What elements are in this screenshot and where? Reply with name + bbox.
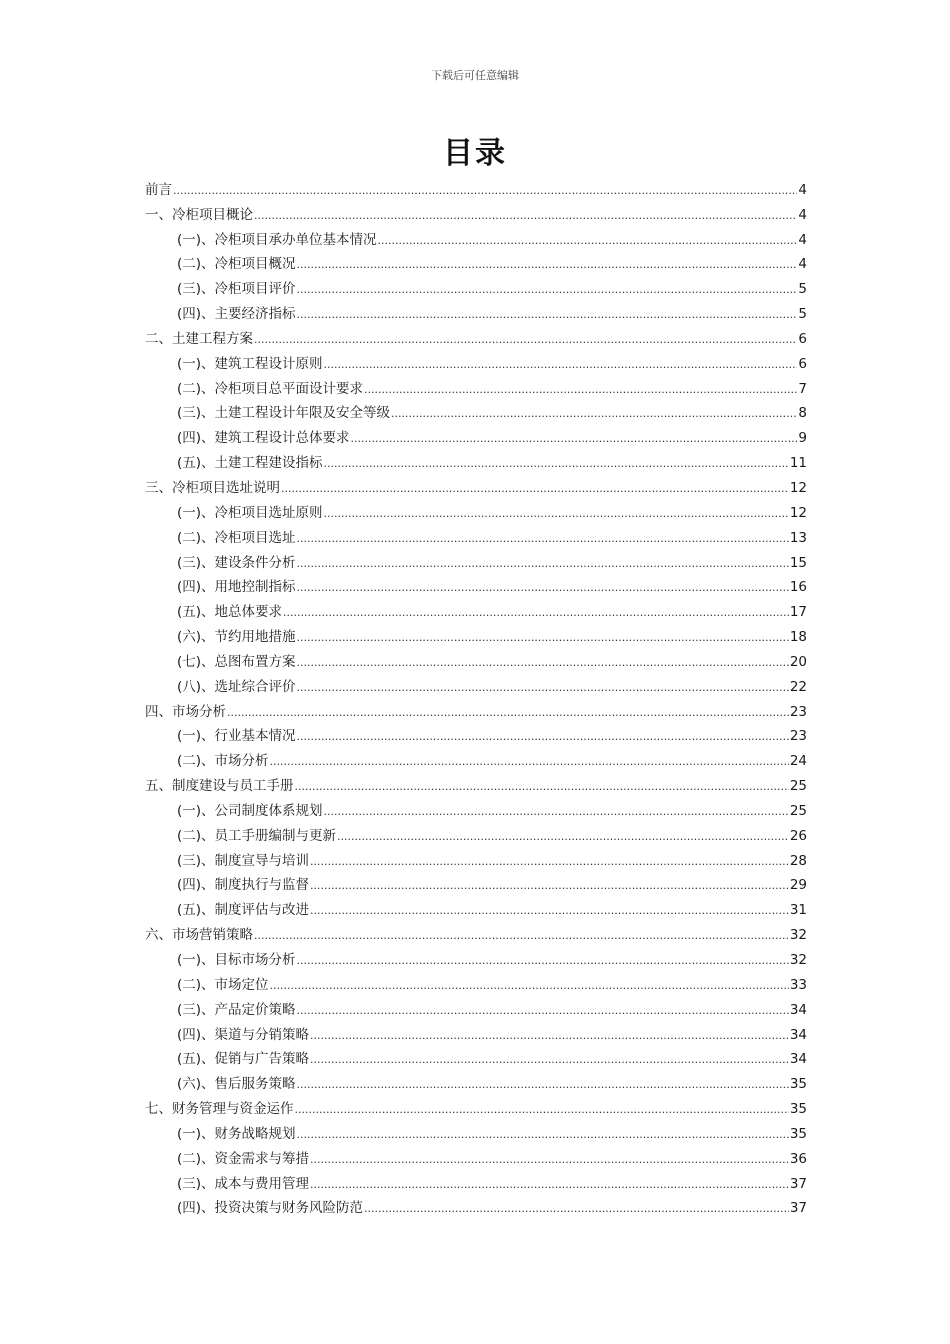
toc-dot-leader [254, 926, 789, 944]
toc-entry-page-number: 4 [798, 256, 807, 273]
toc-entry-page-number: 29 [789, 877, 807, 894]
toc-entry-label: (八)、选址综合评价 [177, 678, 296, 695]
toc-entry-label: (一)、冷柜项目选址原则 [177, 504, 323, 521]
toc-dot-leader [295, 777, 789, 795]
table-of-contents [145, 174, 807, 1217]
toc-entry[interactable] [145, 1019, 807, 1044]
toc-entry-label: (二)、员工手册编制与更新 [177, 827, 337, 844]
toc-dot-leader [324, 355, 798, 373]
toc-entry[interactable] [145, 572, 807, 597]
toc-entry-label: 四、市场分析 [145, 703, 226, 720]
toc-entry-label: (四)、渠道与分销策略 [177, 1026, 310, 1043]
toc-entry-page-number: 35 [789, 1101, 807, 1118]
toc-entry-page-number: 34 [789, 1026, 807, 1043]
toc-dot-leader [378, 231, 798, 249]
toc-entry[interactable] [145, 969, 807, 994]
toc-entry[interactable] [145, 398, 807, 423]
toc-entry[interactable] [145, 472, 807, 497]
toc-entry[interactable] [145, 1093, 807, 1118]
toc-entry-label: (三)、制度宣导与培训 [177, 852, 310, 869]
toc-entry-label: (七)、总图布置方案 [177, 653, 296, 670]
toc-dot-leader [310, 876, 789, 894]
toc-dot-leader [310, 1150, 789, 1168]
toc-entry-page-number: 4 [798, 181, 807, 198]
toc-dot-leader [310, 852, 789, 870]
toc-dot-leader [310, 1175, 789, 1193]
toc-entry[interactable] [145, 249, 807, 274]
toc-entry[interactable] [145, 373, 807, 398]
toc-entry-label: (一)、公司制度体系规划 [177, 802, 323, 819]
toc-dot-leader [281, 479, 789, 497]
toc-entry-page-number: 26 [789, 827, 807, 844]
toc-entry-page-number: 34 [789, 1001, 807, 1018]
toc-entry-label: (二)、资金需求与筹措 [177, 1150, 310, 1167]
toc-entry-page-number: 32 [789, 952, 807, 968]
toc-entry-page-number: 25 [789, 802, 807, 819]
toc-dot-leader [310, 901, 789, 919]
toc-dot-leader [364, 1199, 789, 1217]
toc-entry[interactable] [145, 870, 807, 895]
toc-entry-page-number: 12 [789, 479, 807, 496]
toc-entry-page-number: 34 [789, 1051, 807, 1068]
toc-entry[interactable] [145, 646, 807, 671]
toc-entry[interactable] [145, 671, 807, 696]
toc-dot-leader [324, 454, 789, 472]
toc-entry-label: 六、市场营销策略 [145, 927, 253, 944]
toc-dot-leader [283, 603, 789, 621]
toc-entry-label: (一)、财务战略规划 [177, 1125, 296, 1142]
toc-entry-label: (一)、目标市场分析 [177, 952, 296, 968]
toc-entry-label: 三、冷柜项目选址说明 [145, 479, 280, 496]
toc-entry-page-number: 23 [789, 703, 807, 720]
toc-entry-page-number: 4 [798, 206, 807, 223]
toc-dot-leader [270, 976, 789, 994]
toc-dot-leader [254, 206, 797, 224]
toc-entry-page-number: 24 [789, 753, 807, 770]
toc-entry[interactable] [145, 547, 807, 572]
toc-entry-label: 七、财务管理与资金运作 [145, 1101, 294, 1118]
toc-entry-label: (一)、行业基本情况 [177, 728, 296, 745]
toc-entry[interactable] [145, 770, 807, 795]
toc-entry-page-number: 18 [789, 629, 807, 646]
toc-entry[interactable] [145, 224, 807, 249]
toc-entry-label: (五)、土建工程建设指标 [177, 455, 323, 472]
toc-entry[interactable] [145, 1168, 807, 1193]
toc-entry-page-number: 37 [789, 1175, 807, 1192]
toc-dot-leader [297, 1125, 789, 1143]
toc-entry[interactable] [145, 894, 807, 919]
toc-dot-leader [297, 951, 789, 969]
toc-dot-leader [297, 1075, 789, 1093]
toc-entry-label: (四)、投资决策与财务风险防范 [177, 1200, 364, 1217]
toc-entry-page-number: 31 [789, 902, 807, 919]
toc-entry[interactable] [145, 1118, 807, 1143]
toc-entry-label: 五、制度建设与员工手册 [145, 778, 294, 795]
toc-entry-page-number: 37 [789, 1200, 807, 1217]
toc-entry-page-number: 6 [798, 355, 807, 372]
toc-entry-label: 前言 [145, 181, 172, 198]
toc-entry-page-number: 5 [798, 306, 807, 323]
toc-entry-label: (二)、市场定位 [177, 976, 269, 993]
toc-dot-leader [295, 1100, 789, 1118]
toc-entry-page-number: 25 [789, 778, 807, 795]
toc-entry-label: (一)、冷柜项目承办单位基本情况 [177, 231, 377, 248]
toc-entry[interactable] [145, 721, 807, 746]
toc-entry[interactable] [145, 745, 807, 770]
header-note: 下载后可任意编辑 [431, 69, 519, 82]
toc-entry[interactable] [145, 323, 807, 348]
toc-dot-leader [364, 380, 797, 398]
toc-dot-leader [297, 554, 789, 572]
toc-dot-leader [173, 181, 797, 199]
toc-entry-label: 二、土建工程方案 [145, 330, 253, 347]
toc-dot-leader [297, 529, 789, 547]
toc-entry-page-number: 11 [789, 455, 807, 472]
toc-entry-page-number: 33 [789, 976, 807, 993]
toc-dot-leader [324, 802, 789, 820]
toc-entry-page-number: 13 [789, 529, 807, 546]
toc-entry-page-number: 4 [798, 231, 807, 248]
toc-entry-label: (三)、建设条件分析 [177, 554, 296, 571]
toc-dot-leader [310, 1026, 789, 1044]
toc-entry[interactable] [145, 696, 807, 721]
toc-entry[interactable] [145, 944, 807, 969]
toc-dot-leader [391, 404, 797, 422]
toc-entry[interactable] [145, 1193, 807, 1218]
toc-entry-label: (二)、市场分析 [177, 753, 269, 770]
toc-entry-label: (六)、售后服务策略 [177, 1076, 296, 1093]
page-title: 目录 [443, 136, 507, 171]
toc-entry-page-number: 15 [789, 554, 807, 571]
toc-dot-leader [297, 280, 798, 298]
toc-entry-label: (二)、冷柜项目总平面设计要求 [177, 380, 364, 397]
toc-entry[interactable] [145, 422, 807, 447]
toc-entry-page-number: 22 [789, 678, 807, 695]
toc-entry[interactable] [145, 1143, 807, 1168]
toc-dot-leader [297, 678, 789, 696]
toc-dot-leader [337, 827, 789, 845]
toc-entry-page-number: 7 [798, 380, 807, 397]
toc-entry-page-number: 23 [789, 728, 807, 745]
toc-entry[interactable] [145, 199, 807, 224]
toc-entry-label: (三)、产品定价策略 [177, 1001, 296, 1018]
toc-entry-label: (四)、制度执行与监督 [177, 877, 310, 894]
toc-dot-leader [297, 578, 789, 596]
toc-entry-page-number: 12 [789, 504, 807, 521]
toc-dot-leader [351, 429, 798, 447]
toc-dot-leader [254, 330, 797, 348]
toc-entry[interactable] [145, 845, 807, 870]
toc-dot-leader [297, 653, 789, 671]
toc-dot-leader [297, 727, 789, 745]
toc-entry[interactable] [145, 298, 807, 323]
toc-entry-label: (三)、成本与费用管理 [177, 1175, 310, 1192]
toc-entry-page-number: 6 [798, 330, 807, 347]
toc-dot-leader [310, 1050, 789, 1068]
toc-dot-leader [324, 504, 789, 522]
toc-entry[interactable] [145, 1044, 807, 1069]
toc-entry[interactable] [145, 447, 807, 472]
toc-entry-label: (六)、节约用地措施 [177, 629, 296, 646]
toc-entry-page-number: 36 [789, 1150, 807, 1167]
toc-entry[interactable] [145, 596, 807, 621]
toc-entry-label: (二)、冷柜项目选址 [177, 529, 296, 546]
toc-entry-label: (五)、制度评估与改进 [177, 902, 310, 919]
toc-entry-label: (四)、用地控制指标 [177, 579, 296, 596]
toc-entry[interactable] [145, 621, 807, 646]
toc-dot-leader [270, 752, 789, 770]
toc-entry[interactable] [145, 522, 807, 547]
toc-entry[interactable] [145, 795, 807, 820]
toc-entry[interactable] [145, 919, 807, 944]
toc-dot-leader [297, 255, 798, 273]
toc-dot-leader [297, 628, 789, 646]
toc-entry-label: 一、冷柜项目概论 [145, 206, 253, 223]
toc-entry[interactable] [145, 273, 807, 298]
toc-entry[interactable] [145, 1068, 807, 1093]
toc-entry-page-number: 28 [789, 852, 807, 869]
toc-entry-label: (四)、主要经济指标 [177, 306, 296, 323]
toc-entry-page-number: 35 [789, 1076, 807, 1093]
toc-entry-label: (五)、地总体要求 [177, 604, 283, 621]
toc-dot-leader [227, 703, 789, 721]
toc-entry-label: (三)、冷柜项目评价 [177, 281, 296, 298]
toc-entry[interactable] [145, 994, 807, 1019]
toc-entry-page-number: 20 [789, 653, 807, 670]
toc-entry[interactable] [145, 820, 807, 845]
toc-dot-leader [297, 1001, 789, 1019]
toc-entry-label: (四)、建筑工程设计总体要求 [177, 430, 350, 447]
toc-entry-page-number: 35 [789, 1125, 807, 1142]
toc-entry-label: (五)、促销与广告策略 [177, 1051, 310, 1068]
toc-entry-page-number: 16 [789, 579, 807, 596]
toc-dot-leader [297, 305, 798, 323]
toc-entry-page-number: 9 [798, 430, 807, 447]
toc-entry[interactable] [145, 174, 807, 199]
toc-entry-label: (一)、建筑工程设计原则 [177, 355, 323, 372]
toc-entry-page-number: 17 [789, 604, 807, 621]
toc-entry-label: (三)、土建工程设计年限及安全等级 [177, 405, 391, 422]
toc-entry-page-number: 32 [789, 927, 807, 944]
toc-entry[interactable] [145, 348, 807, 373]
toc-entry-label: (二)、冷柜项目概况 [177, 256, 296, 273]
toc-entry-page-number: 8 [798, 405, 807, 422]
toc-entry[interactable] [145, 497, 807, 522]
toc-entry-page-number: 5 [798, 281, 807, 298]
